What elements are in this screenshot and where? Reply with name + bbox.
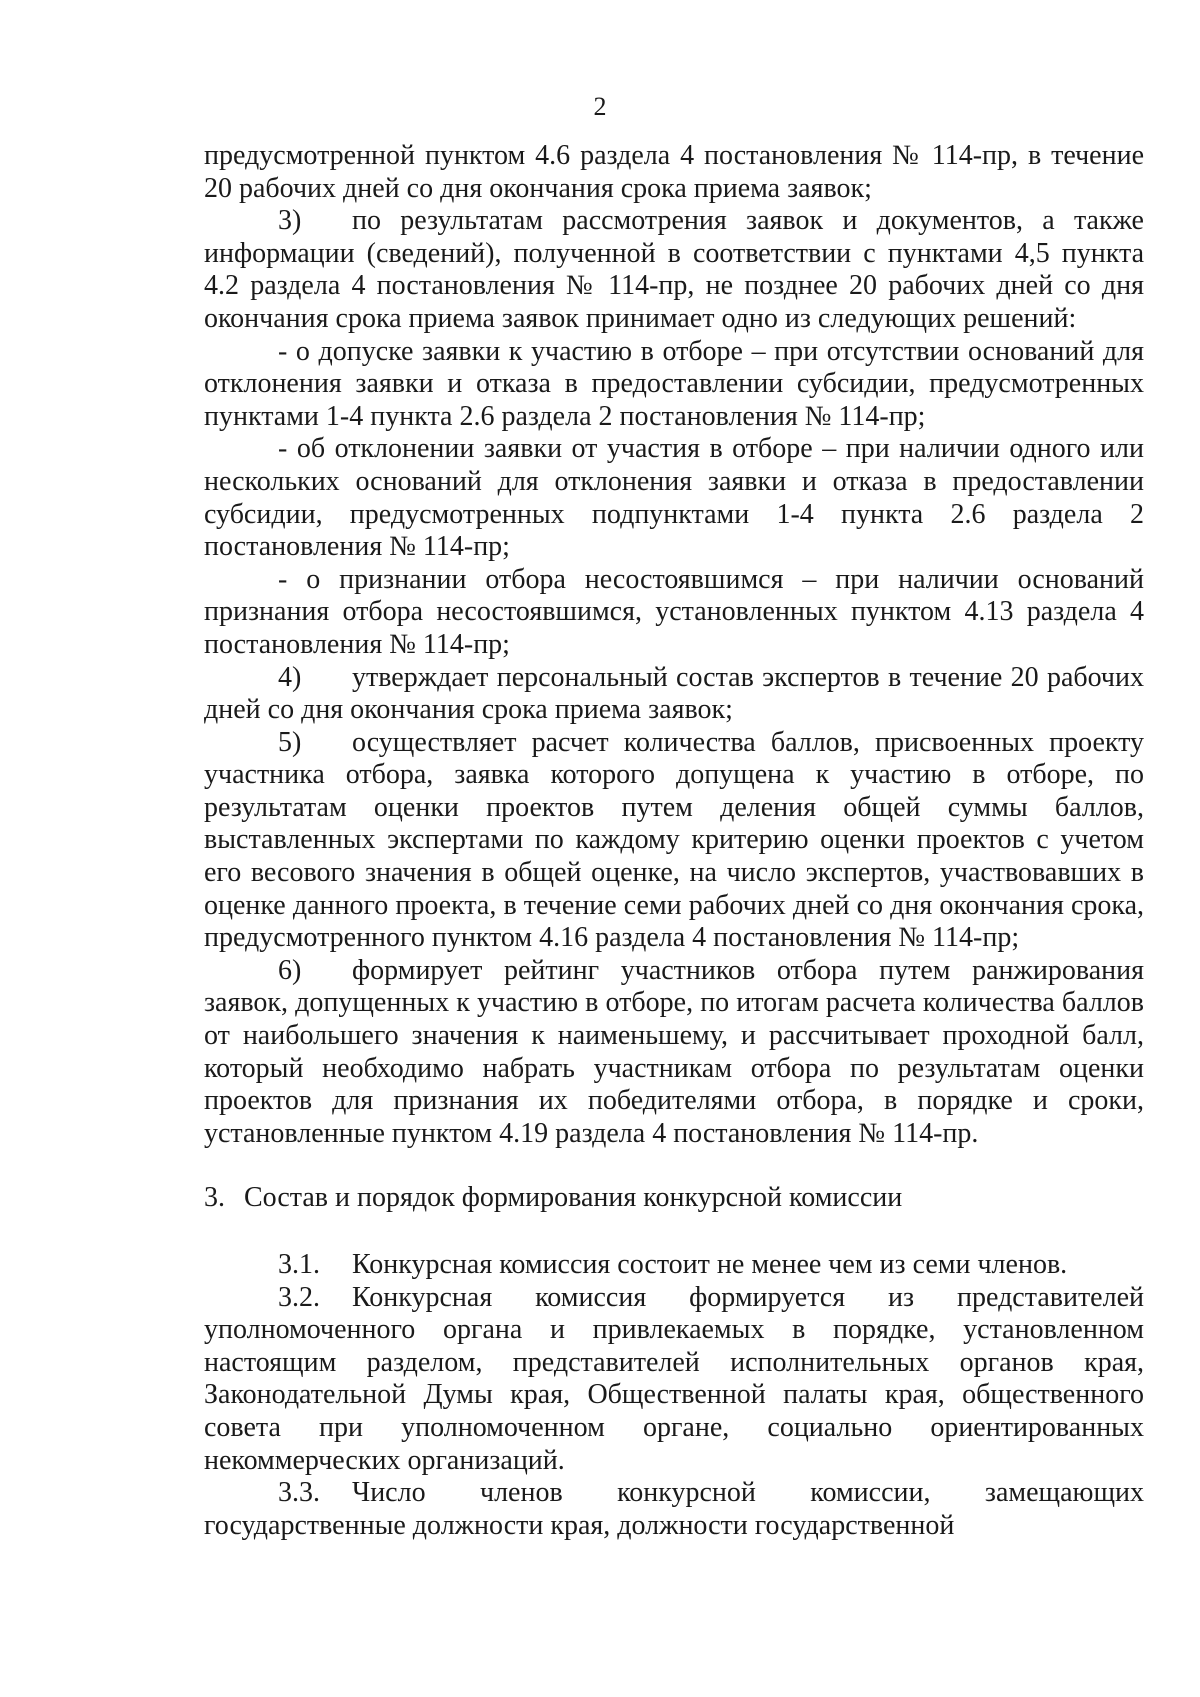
page-number: 2 <box>593 92 607 121</box>
section-title: Состав и порядок формирования конкурсной комиссии <box>244 1182 903 1214</box>
item-number: 5) <box>278 726 302 758</box>
list-item <box>204 1282 1144 1478</box>
item-text: утверждает персональный состав экспертов в течение 20 рабочих дней со дня окончания срока приема заявок; <box>204 661 1144 726</box>
item-text: Конкурсная комиссия состоит не менее чем из семи членов. <box>352 1249 1068 1280</box>
paragraph: - об отклонении заявки от участия в отборе – при наличии одного или нескольких оснований для отклонения заявки и отказа в предоставлении субсидии, предусмотренных подпунктами 1-4 пункта 2.6 раздела 2 постановления № 114-пр; <box>204 433 1144 563</box>
item-text: Конкурсная комиссия формируется из представителей уполномоченного органа и привлекаемых в порядке, установленном настоящим разделом, представителей исполнительных органов края, Законодательной Думы края, Общественной палаты края, общественного совета при уполномоченном органе, социально ориентированных некоммерческих организаций. <box>204 1281 1144 1476</box>
section-number: 3. <box>204 1182 225 1214</box>
item-text: осуществляет расчет количества баллов, присвоенных проекту участника отбора, заявка которого допущена к участию в отборе, по результатам оценки проектов путем деления общей суммы баллов, выставленных экспертами по каждому критерию оценки проектов с учетом его весового значения в общей оценке, на число экспертов, участвовавших в оценке данного проекта, в течение семи рабочих дней со дня окончания срока, предусмотренного пунктом 4.16 раздела 4 постановления № 114-пр; <box>204 726 1144 954</box>
paragraph: - о признании отбора несостоявшимся – при наличии оснований признания отбора несостоявшимся, установленных пунктом 4.13 раздела 4 постановления № 114-пр; <box>204 563 1144 660</box>
item-number: 3.2. <box>278 1281 320 1313</box>
item-number: 6) <box>278 954 302 986</box>
section-heading <box>204 1182 1144 1215</box>
list-item <box>204 1249 1144 1282</box>
item-number: 3.3. <box>278 1477 320 1509</box>
list-item <box>204 727 1144 955</box>
document-body <box>204 140 1144 1542</box>
list-item <box>204 205 1144 335</box>
list-item <box>204 955 1144 1151</box>
item-number: 4) <box>278 661 302 693</box>
paragraph: - о допуске заявки к участию в отборе – при отсутствии оснований для отклонения заявки и отказа в предоставлении субсидии, предусмотренных пунктами 1-4 пункта 2.6 раздела 2 постановления № 114-пр; <box>204 335 1144 432</box>
item-text: Число членов конкурсной комиссии, замещающих государственные должности края, должности государственной <box>204 1477 1144 1541</box>
item-number: 3) <box>278 205 302 237</box>
list-item <box>204 1477 1144 1542</box>
item-text: по результатам рассмотрения заявок и документов, а также информации (сведений), полученной в соответствии с пунктами 4,5 пункта 4.2 раздела 4 постановления № 114-пр, не позднее 20 рабочих дней со дня окончания срока приема заявок принимает одно из следующих решений: <box>204 205 1144 334</box>
list-item <box>204 662 1144 727</box>
item-text: формирует рейтинг участников отбора путем ранжирования заявок, допущенных к участию в отборе, по итогам расчета количества баллов от наибольшего значения к наименьшему, и рассчитывает проходной балл, который необходимо набрать участникам отбора по результатам оценки проектов для признания их победителями отбора, в порядке и сроки, установленные пунктом 4.19 раздела 4 постановления № 114-пр. <box>204 954 1144 1149</box>
item-number: 3.1. <box>278 1249 320 1280</box>
paragraph: предусмотренной пунктом 4.6 раздела 4 постановления № 114-пр, в течение 20 рабочих дней со дня окончания срока приема заявок; <box>204 140 1144 204</box>
